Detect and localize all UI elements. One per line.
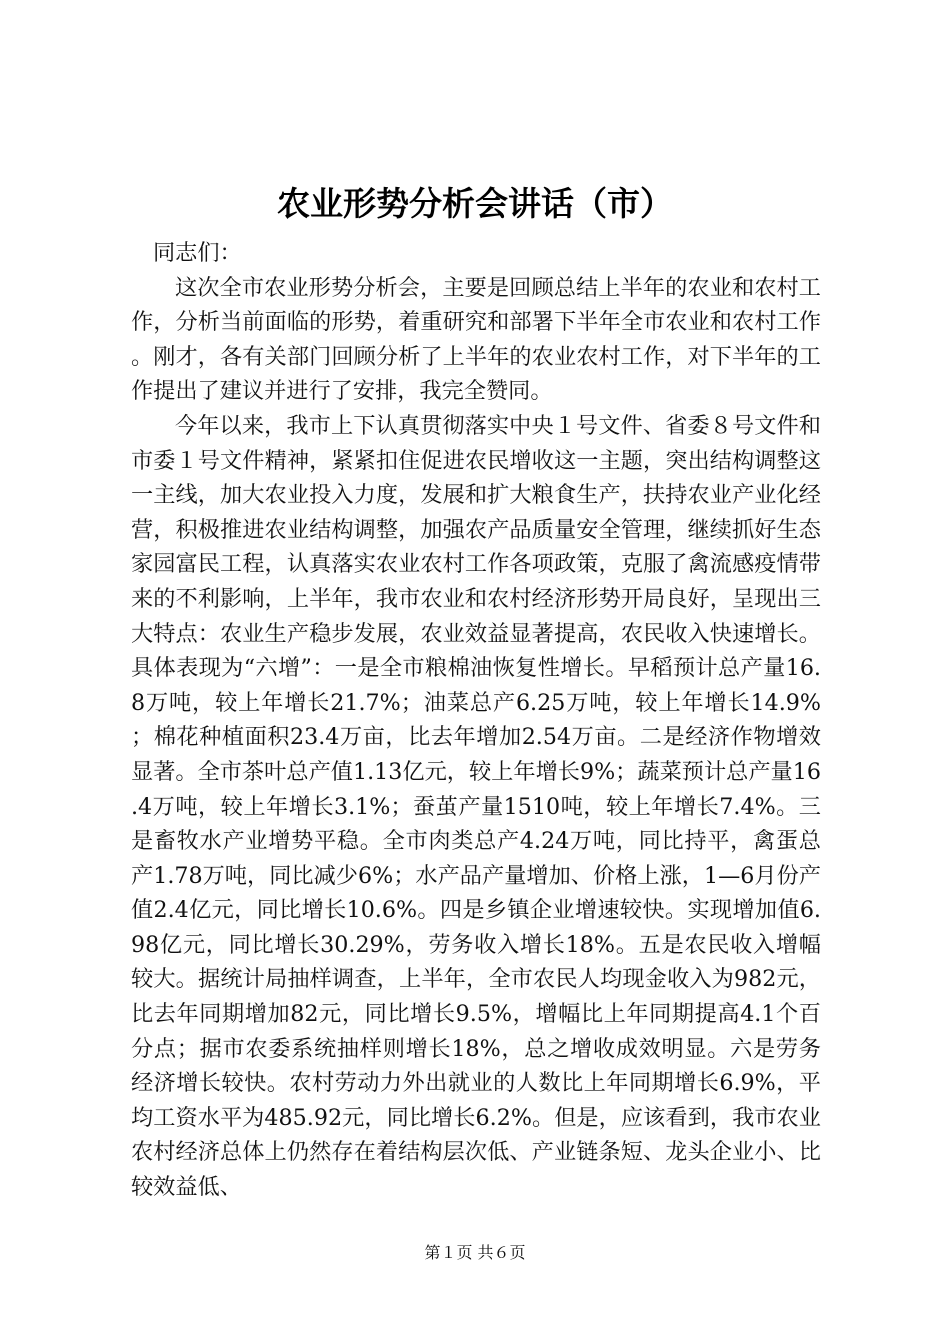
paragraph-1: 这次全市农业形势分析会，主要是回顾总结上半年的农业和农村工作，分析当前面临的形势，着重研究和部署下半年全市农业和农村工作。刚才，各有关部门回顾分析了上半年的农业农村工作，对下半年的工作提出了建议并进行了安排，我完全赞同。 — [131, 274, 821, 405]
document-body — [131, 236, 821, 1205]
salutation: 同志们： — [153, 240, 242, 266]
page-footer: 第１页 共６页 — [424, 1243, 526, 1262]
document-title: 农业形势分析会讲话（市） — [277, 184, 673, 223]
paragraph-2: 今年以来，我市上下认真贯彻落实中央１号文件、省委８号文件和市委１号文件精神，紧紧扣住促进农民增收这一主题，突出结构调整这一主线，加大农业投入力度，发展和扩大粮食生产，扶持农业产业化经营，积极推进农业结构调整，加强农产品质量安全管理，继续抓好生态家园富民工程，认真落实农业农村工作各项政策，克服了禽流感疫情带来的不利影响，上半年，我市农业和农村经济形势开局良好，呈现出三大特点：农业生产稳步发展，农业效益显著提高，农民收入快速增长。具体表现为“六增”：一是全市粮棉油恢复性增长。早稻预计总产量16.8万吨，较上年增长21.7%；油菜总产6.25万吨，较上年增长14.9%；棉花种植面积23.4万亩，比去年增加2.54万亩。二是经济作物增效显著。全市茶叶总产值1.13亿元，较上年增长9%；蔬菜预计总产量16.4万吨，较上年增长3.1%；蚕茧产量1510吨，较上年增长7.4%。三是畜牧水产业增势平稳。全市肉类总产4.24万吨，同比持平，禽蛋总产1.78万吨，同比减少6%；水产品产量增加、价格上涨，1—6月份产值2.4亿元，同比增长10.6%。四是乡镇企业增速较快。实现增加值6.98亿元，同比增长30.29%，劳务收入增长18%。五是农民收入增幅较大。据统计局抽样调查，上半年，全市农民人均现金收入为982元，比去年同期增加82元，同比增长9.5%，增幅比上年同期提高4.1个百分点；据市农委系统抽样则增长18%，总之增收成效明显。六是劳务经济增长较快。农村劳动力外出就业的人数比上年同期增长6.9%，平均工资水平为485.92元，同比增长6.2%。但是，应该看到，我市农业农村经济总体上仍然存在着结构层次低、产业链条短、龙头企业小、比较效益低、 — [131, 412, 821, 1201]
